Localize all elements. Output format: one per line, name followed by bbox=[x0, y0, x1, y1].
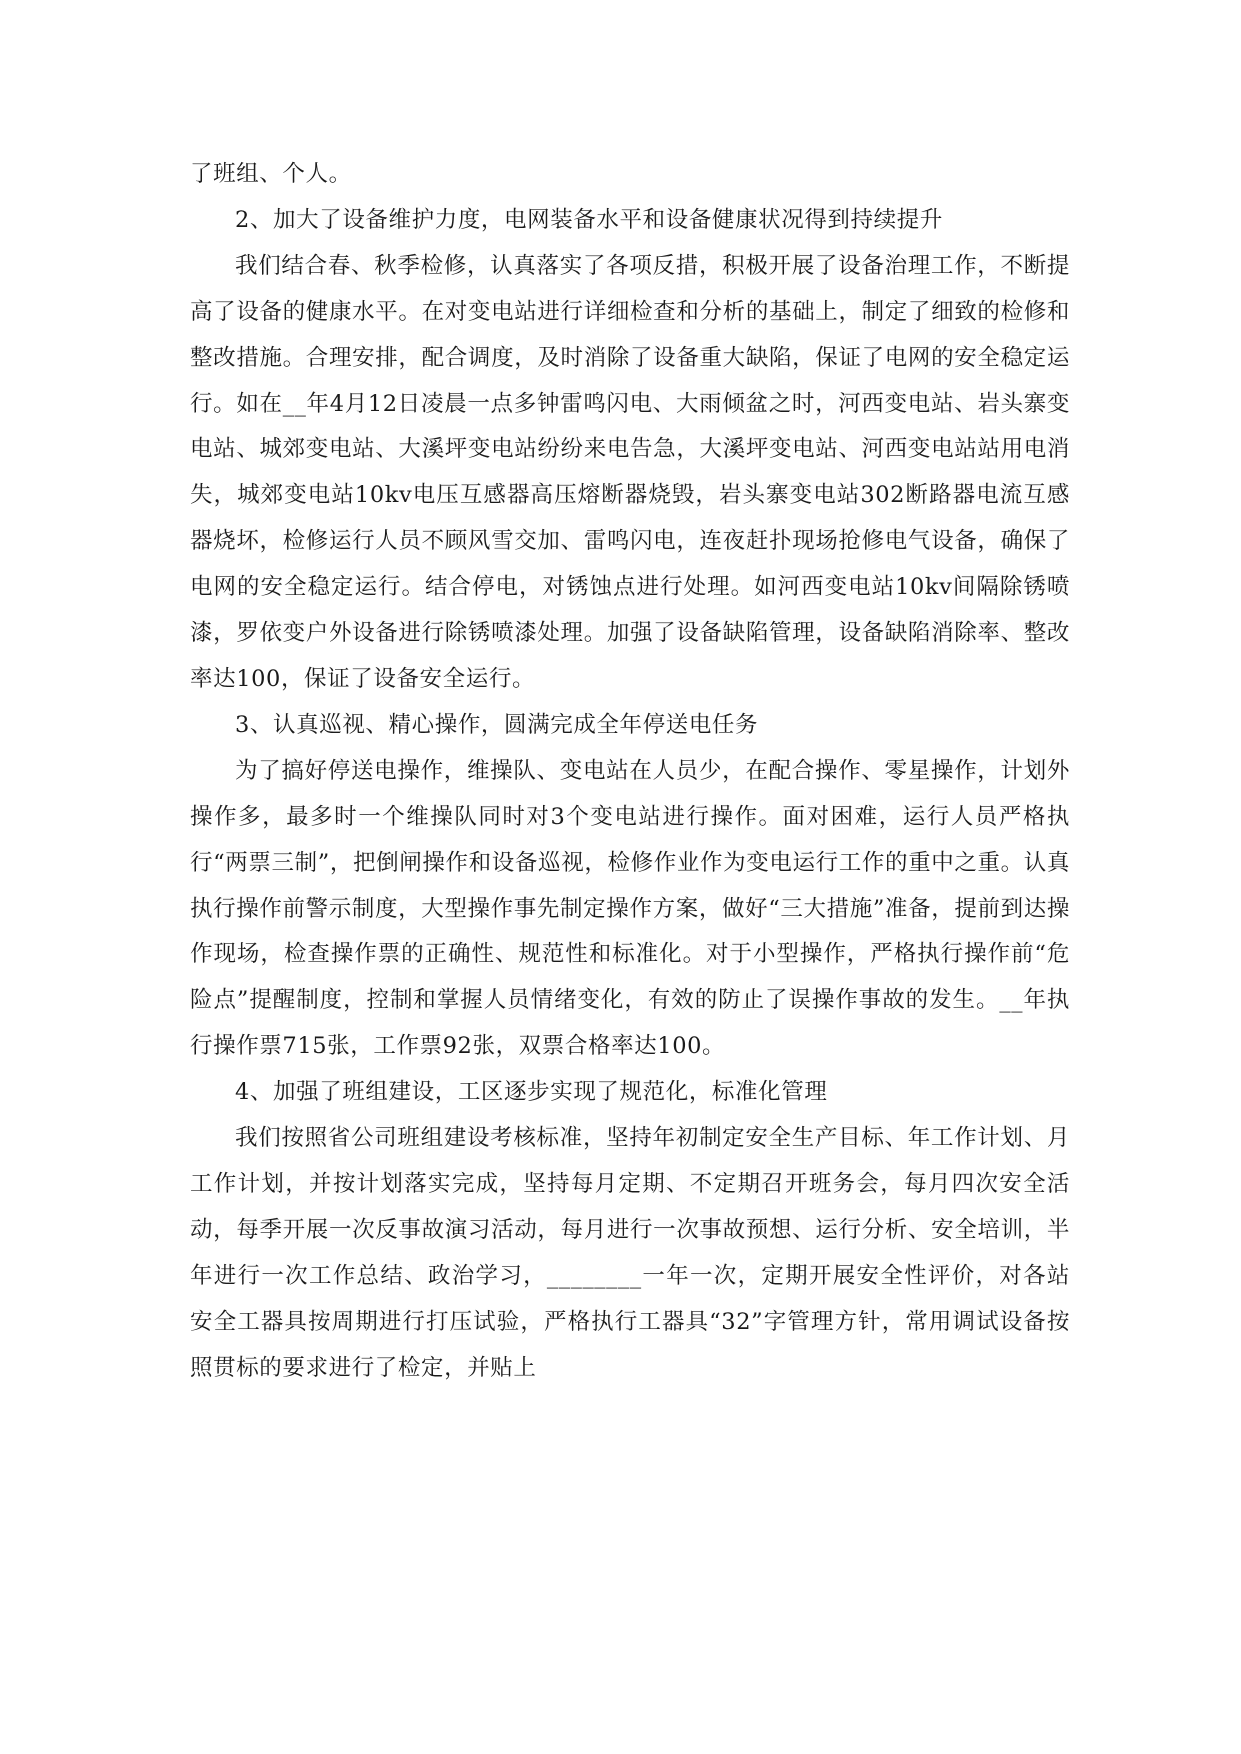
document-body bbox=[190, 152, 1070, 1391]
section-heading-2: 2、加大了设备维护力度，电网装备水平和设备健康状况得到持续提升 bbox=[235, 206, 943, 233]
paragraph-team-building: 我们按照省公司班组建设考核标准，坚持年初制定安全生产目标、年工作计划、月工作计划，并按计划落实完成，坚持每月定期、不定期召开班务会，每月四次安全活动，每季开展一次反事故演习活动，每月进行一次事故预想、运行分析、安全培训，半年进行一次工作总结、政治学习，________一年一次，定期开展安全性评价，对各站安全工器具按周期进行打压试验，严格执行工器具“32”字管理方针，常用调试设备按照贯标的要求进行了检定，并贴上 bbox=[190, 1125, 1070, 1381]
paragraph-continuation: 了班组、个人。 bbox=[190, 161, 352, 187]
section-heading-4: 4、加强了班组建设，工区逐步实现了规范化，标准化管理 bbox=[235, 1079, 828, 1106]
section-heading-3: 3、认真巡视、精心操作，圆满完成全年停送电任务 bbox=[235, 711, 759, 738]
paragraph-equipment-maintenance: 我们结合春、秋季检修，认真落实了各项反措，积极开展了设备治理工作，不断提高了设备的健康水平。在对变电站进行详细检查和分析的基础上，制定了细致的检修和整改措施。合理安排，配合调度，及时消除了设备重大缺陷，保证了电网的安全稳定运行。如在__年4月12日凌晨一点多钟雷鸣闪电、大雨倾盆之时，河西变电站、岩头寨变电站、城郊变电站、大溪坪变电站纷纷来电告急，大溪坪变电站、河西变电站站用电消失，城郊变电站10kv电压互感器高压熔断器烧毁，岩头寨变电站302断路器电流互感器烧坏，检修运行人员不顾风雪交加、雷鸣闪电，连夜赶扑现场抢修电气设备，确保了电网的安全稳定运行。结合停电，对锈蚀点进行处理。如河西变电站10kv间隔除锈喷漆，罗依变户外设备进行除锈喷漆处理。加强了设备缺陷管理，设备缺陷消除率、整改率达100，保证了设备安全运行。 bbox=[190, 252, 1070, 692]
paragraph-switching-operations: 为了搞好停送电操作，维操队、变电站在人员少，在配合操作、零星操作，计划外操作多，最多时一个维操队同时对3个变电站进行操作。面对困难，运行人员严格执行“两票三制”，把倒闸操作和设备巡视，检修作业作为变电运行工作的重中之重。认真执行操作前警示制度，大型操作事先制定操作方案，做好“三大措施”准备，提前到达操作现场，检查操作票的正确性、规范性和标准化。对于小型操作，严格执行操作前“危险点”提醒制度，控制和掌握人员情绪变化，有效的防止了误操作事故的发生。__年执行操作票715张，工作票92张，双票合格率达100。 bbox=[190, 757, 1070, 1060]
